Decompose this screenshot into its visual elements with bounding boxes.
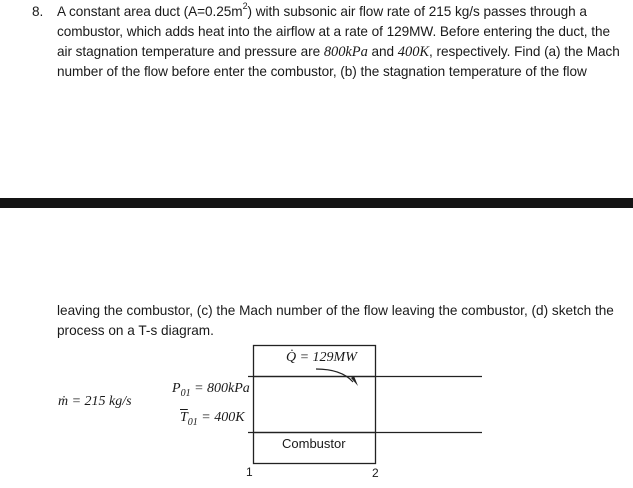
t01-symbol: $\overline{T}$ [180,410,188,425]
inlet-pressure-label [172,381,250,399]
continuation-line-1: leaving the combustor, (c) the Mach number of the flow leaving the combustor, (d) sketch the [57,303,614,318]
question-line-3-a: air stagnation temperature and pressure are [57,44,324,59]
stagnation-pressure-value: 800kPa [323,44,368,60]
t01-subscript: 01 [187,416,198,428]
combustor-label: Combustor [282,436,346,451]
heat-arrow [316,369,353,382]
heat-rate-label: Q̇ = 129MW [286,350,357,365]
question-line-1-pre: A constant area duct (A=0.25m [57,4,243,19]
station-1-label: 1 [246,465,253,479]
p01-symbol: P [172,381,181,396]
t01-value: = 400K [197,410,245,425]
area-exponent: 2 [242,1,248,12]
continuation-line-2: process on a T-s diagram. [57,323,214,338]
station-2-label: 2 [372,466,379,480]
inlet-temperature-label [180,410,245,428]
mass-flow-label: ṁ = 215 kg/s [58,394,132,409]
question-number: 8. [32,4,44,19]
question-line-3-c: , respectively. Find (a) the Mach [429,44,620,59]
question-line-4: number of the flow before enter the combustor, (b) the stagnation temperature of the flow [57,64,587,79]
question-line-1-post: ) with subsonic air flow rate of 215 kg/s passes through a [247,4,587,19]
stagnation-temperature-value: 400K [397,44,430,60]
p01-subscript: 01 [180,387,191,399]
question-line-3-b: and [367,44,398,59]
question-line-2: combustor, which adds heat into the airflow at a rate of 129MW. Before entering the duct, the [57,24,611,39]
p01-value: = 800kPa [190,381,250,396]
